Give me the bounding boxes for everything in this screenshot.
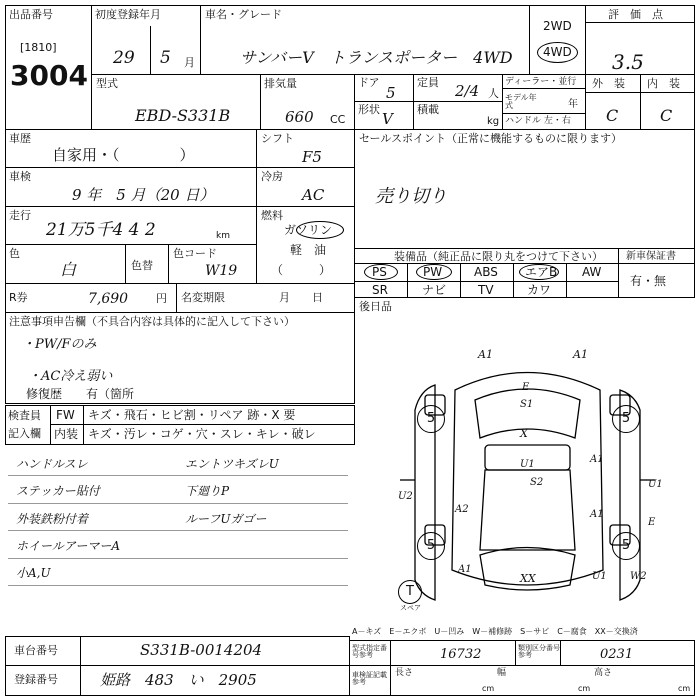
capacity-value: 2/4: [455, 82, 480, 100]
equip-leather: カワ: [527, 283, 552, 297]
displacement-value: 660: [285, 108, 314, 126]
notes-label: 注意事項申告欄（不具合内容は具体的に記入して下さい）: [9, 315, 295, 328]
mileage-value: 21万5千4 4 2: [46, 220, 156, 240]
chassis-label: 車台番号: [14, 644, 58, 657]
equip-pw-circle: [416, 264, 452, 280]
tire-front-right: 5: [612, 405, 640, 433]
mark-right-side1: A1: [590, 454, 604, 465]
remark-right-2: 下廻りP: [185, 484, 230, 498]
shape-value: V: [382, 110, 393, 128]
equip-aw: AW: [582, 265, 602, 279]
length-label: 長さ: [395, 668, 414, 678]
first-reg-year: 29: [113, 48, 135, 68]
equip-tv: TV: [478, 283, 494, 297]
lot-number: 3004: [10, 59, 88, 92]
aircon-value: AC: [302, 186, 325, 204]
mark-top2: A1: [573, 348, 588, 361]
width-label: 幅: [497, 668, 507, 678]
color-value: 白: [60, 260, 77, 279]
history-value: 自家用・（ ）: [52, 146, 195, 164]
mark-front-left: A1: [458, 564, 472, 575]
inspection-value: 9 年 5 月（20 日）: [72, 186, 215, 204]
notes-line1: ・PW/Fのみ: [22, 337, 97, 352]
notes-line2: ・AC冷え弱い: [28, 369, 113, 384]
equip-airbag-circle: [519, 264, 559, 280]
yen-unit: 円: [156, 292, 167, 305]
remark-1: ハンドルスレ: [16, 457, 88, 471]
inspection-label: 車検: [9, 170, 31, 183]
car-name-label: 車名・グレード: [205, 8, 282, 21]
mark-right-bottom1: U1: [592, 571, 607, 582]
sales-point-label: セールスポイント（正常に機能するものに限ります）: [359, 132, 623, 145]
size-label: 車検証記載参考: [352, 671, 387, 686]
inspector-label1: 検査員: [8, 409, 41, 422]
remark-2: ステッカー貼付: [16, 484, 100, 498]
remark-5: 小A,U: [16, 566, 51, 580]
mark-top1: A1: [478, 348, 493, 361]
handle-label: ハンドル 左・右: [505, 116, 571, 126]
equipment-label: 装備品（純正品に限り丸をつけて下さい）: [394, 250, 603, 263]
mark-rear: XX: [520, 572, 536, 585]
drive-2wd: 2WD: [543, 19, 572, 33]
tire-rear-left: 5: [417, 532, 445, 560]
mark-right-side2: U1: [648, 479, 663, 490]
color-change-label: 色替: [131, 259, 153, 272]
car-name-value: サンバーV トランスポーター 4WD: [240, 48, 513, 67]
mark-hood2: S1: [520, 399, 534, 410]
mark-roof2: S2: [530, 477, 544, 488]
int-value: C: [660, 106, 673, 125]
remark-4: ホイールアーマーA: [16, 539, 121, 553]
spare-tire-mark: T: [398, 580, 422, 604]
mark-right-mid: A1: [590, 509, 604, 520]
warranty-value: 有・無: [630, 274, 667, 288]
aircon-label: 冷房: [261, 170, 283, 183]
remark-right-1: エントツキズレU: [185, 457, 279, 471]
model-value: EBD-S331B: [135, 106, 231, 125]
remark-right-3: ルーフUガゴー: [185, 512, 267, 526]
ext-value: C: [606, 106, 619, 125]
mark-left-side1: U2: [398, 491, 413, 502]
type-cert-value: 16732: [440, 647, 482, 662]
inspector-fw-label: FW: [56, 408, 75, 422]
shift-value: F5: [302, 148, 322, 166]
height-label: 高さ: [594, 668, 613, 678]
equip-abs: ABS: [474, 265, 498, 279]
fuel-label: 燃料: [261, 209, 283, 222]
grade-label: 評 価 点: [608, 8, 663, 21]
displacement-label: 排気量: [264, 77, 297, 90]
cc-unit: CC: [330, 113, 346, 126]
sales-point-value: 売り切り: [375, 186, 447, 207]
name-change-label: 名変期限: [181, 291, 225, 304]
height-unit: cm: [678, 684, 691, 693]
color-label: 色: [9, 247, 20, 260]
length-unit: cm: [482, 684, 495, 693]
door-value: 5: [386, 84, 396, 102]
reg-value: 姫路 483 い 2905: [100, 671, 257, 689]
model-year-label: モデル年式: [505, 93, 537, 110]
recycle-label: R券: [9, 291, 28, 304]
mileage-label: 走行: [9, 209, 31, 222]
capacity-label: 定員: [417, 76, 439, 89]
inspector-fw-items: キズ・飛石・ヒビ割・リペア 跡・X 要: [88, 408, 296, 422]
name-change-value: 月 日: [279, 291, 323, 304]
inspector-int-items: キズ・汚レ・コゲ・穴・スレ・キレ・破レ: [88, 427, 316, 441]
first-reg-month-unit: 月: [184, 56, 195, 69]
tire-front-left: 5: [417, 405, 445, 433]
warranty-label: 新車保証書: [626, 251, 676, 262]
spare-label: スペア: [400, 604, 421, 612]
type-cert-label: 型式指定番号参考: [352, 644, 387, 659]
drive-cell: [529, 5, 586, 75]
mark-right-side3: E: [648, 517, 656, 528]
int-label: 内 装: [647, 77, 680, 90]
color-code-value: W19: [205, 263, 238, 279]
mark-left-side2: A2: [455, 504, 469, 515]
shape-label: 形状: [358, 103, 380, 116]
equip-ps: PS: [372, 265, 387, 279]
notes-line3: 修復歴 有（箇所: [26, 387, 135, 401]
grade-value: 3.5: [612, 50, 644, 74]
first-reg-month: 5: [160, 48, 171, 68]
km-unit: km: [216, 231, 230, 241]
model-label: 型式: [96, 77, 118, 90]
load-label: 積載: [417, 103, 439, 116]
mark-roof1: U1: [520, 459, 535, 470]
mark-right-bottom2: W2: [630, 571, 647, 582]
class-value: 0231: [600, 647, 634, 662]
inspector-label2: 記入欄: [8, 427, 41, 440]
lot-sub: [1810]: [20, 41, 57, 54]
fuel-gas: ガソリン: [284, 223, 333, 237]
mark-hood: E: [522, 382, 530, 393]
capacity-unit: 人: [488, 87, 499, 100]
shift-label: シフト: [261, 132, 294, 145]
class-label: 類別区分番号参考: [518, 644, 560, 659]
damage-legend: A－キズ E－エクボ U－凹み W－補修跡 S－サビ C－腐食 XX－交換済: [352, 627, 638, 636]
door-label: ドア: [358, 76, 380, 89]
equip-sr: SR: [372, 283, 388, 297]
first-reg-label: 初度登録年月: [95, 8, 161, 21]
lot-label: 出品番号: [9, 8, 53, 21]
fuel-other: （ ）: [271, 263, 332, 277]
inspector-int-label: 内装: [54, 427, 79, 441]
year-unit: 年: [568, 99, 578, 110]
equip-navi: ナビ: [422, 283, 447, 297]
dealer-label: ディーラー・並行: [505, 77, 577, 87]
recycle-value: 7,690: [88, 291, 129, 307]
equip-ps-circle: [364, 264, 398, 280]
equip-pw: PW: [423, 265, 443, 279]
remark-3: 外装鉄粉付着: [16, 512, 89, 526]
color-code-label: 色コード: [173, 247, 217, 260]
drive-4wd: 4WD: [543, 45, 572, 59]
rear-seat-label: 後日品: [359, 300, 392, 313]
ext-label: 外 装: [592, 77, 625, 90]
fuel-diesel: 軽 油: [290, 243, 327, 257]
equip-airbag: エアB: [525, 265, 558, 279]
history-label: 車歴: [9, 132, 31, 145]
tire-rear-right: 5: [612, 532, 640, 560]
mark-cabin: X: [520, 427, 528, 440]
reg-label: 登録番号: [14, 673, 58, 686]
kg-unit: kg: [487, 116, 500, 127]
width-unit: cm: [578, 684, 591, 693]
chassis-value: S331B-0014204: [140, 641, 263, 659]
